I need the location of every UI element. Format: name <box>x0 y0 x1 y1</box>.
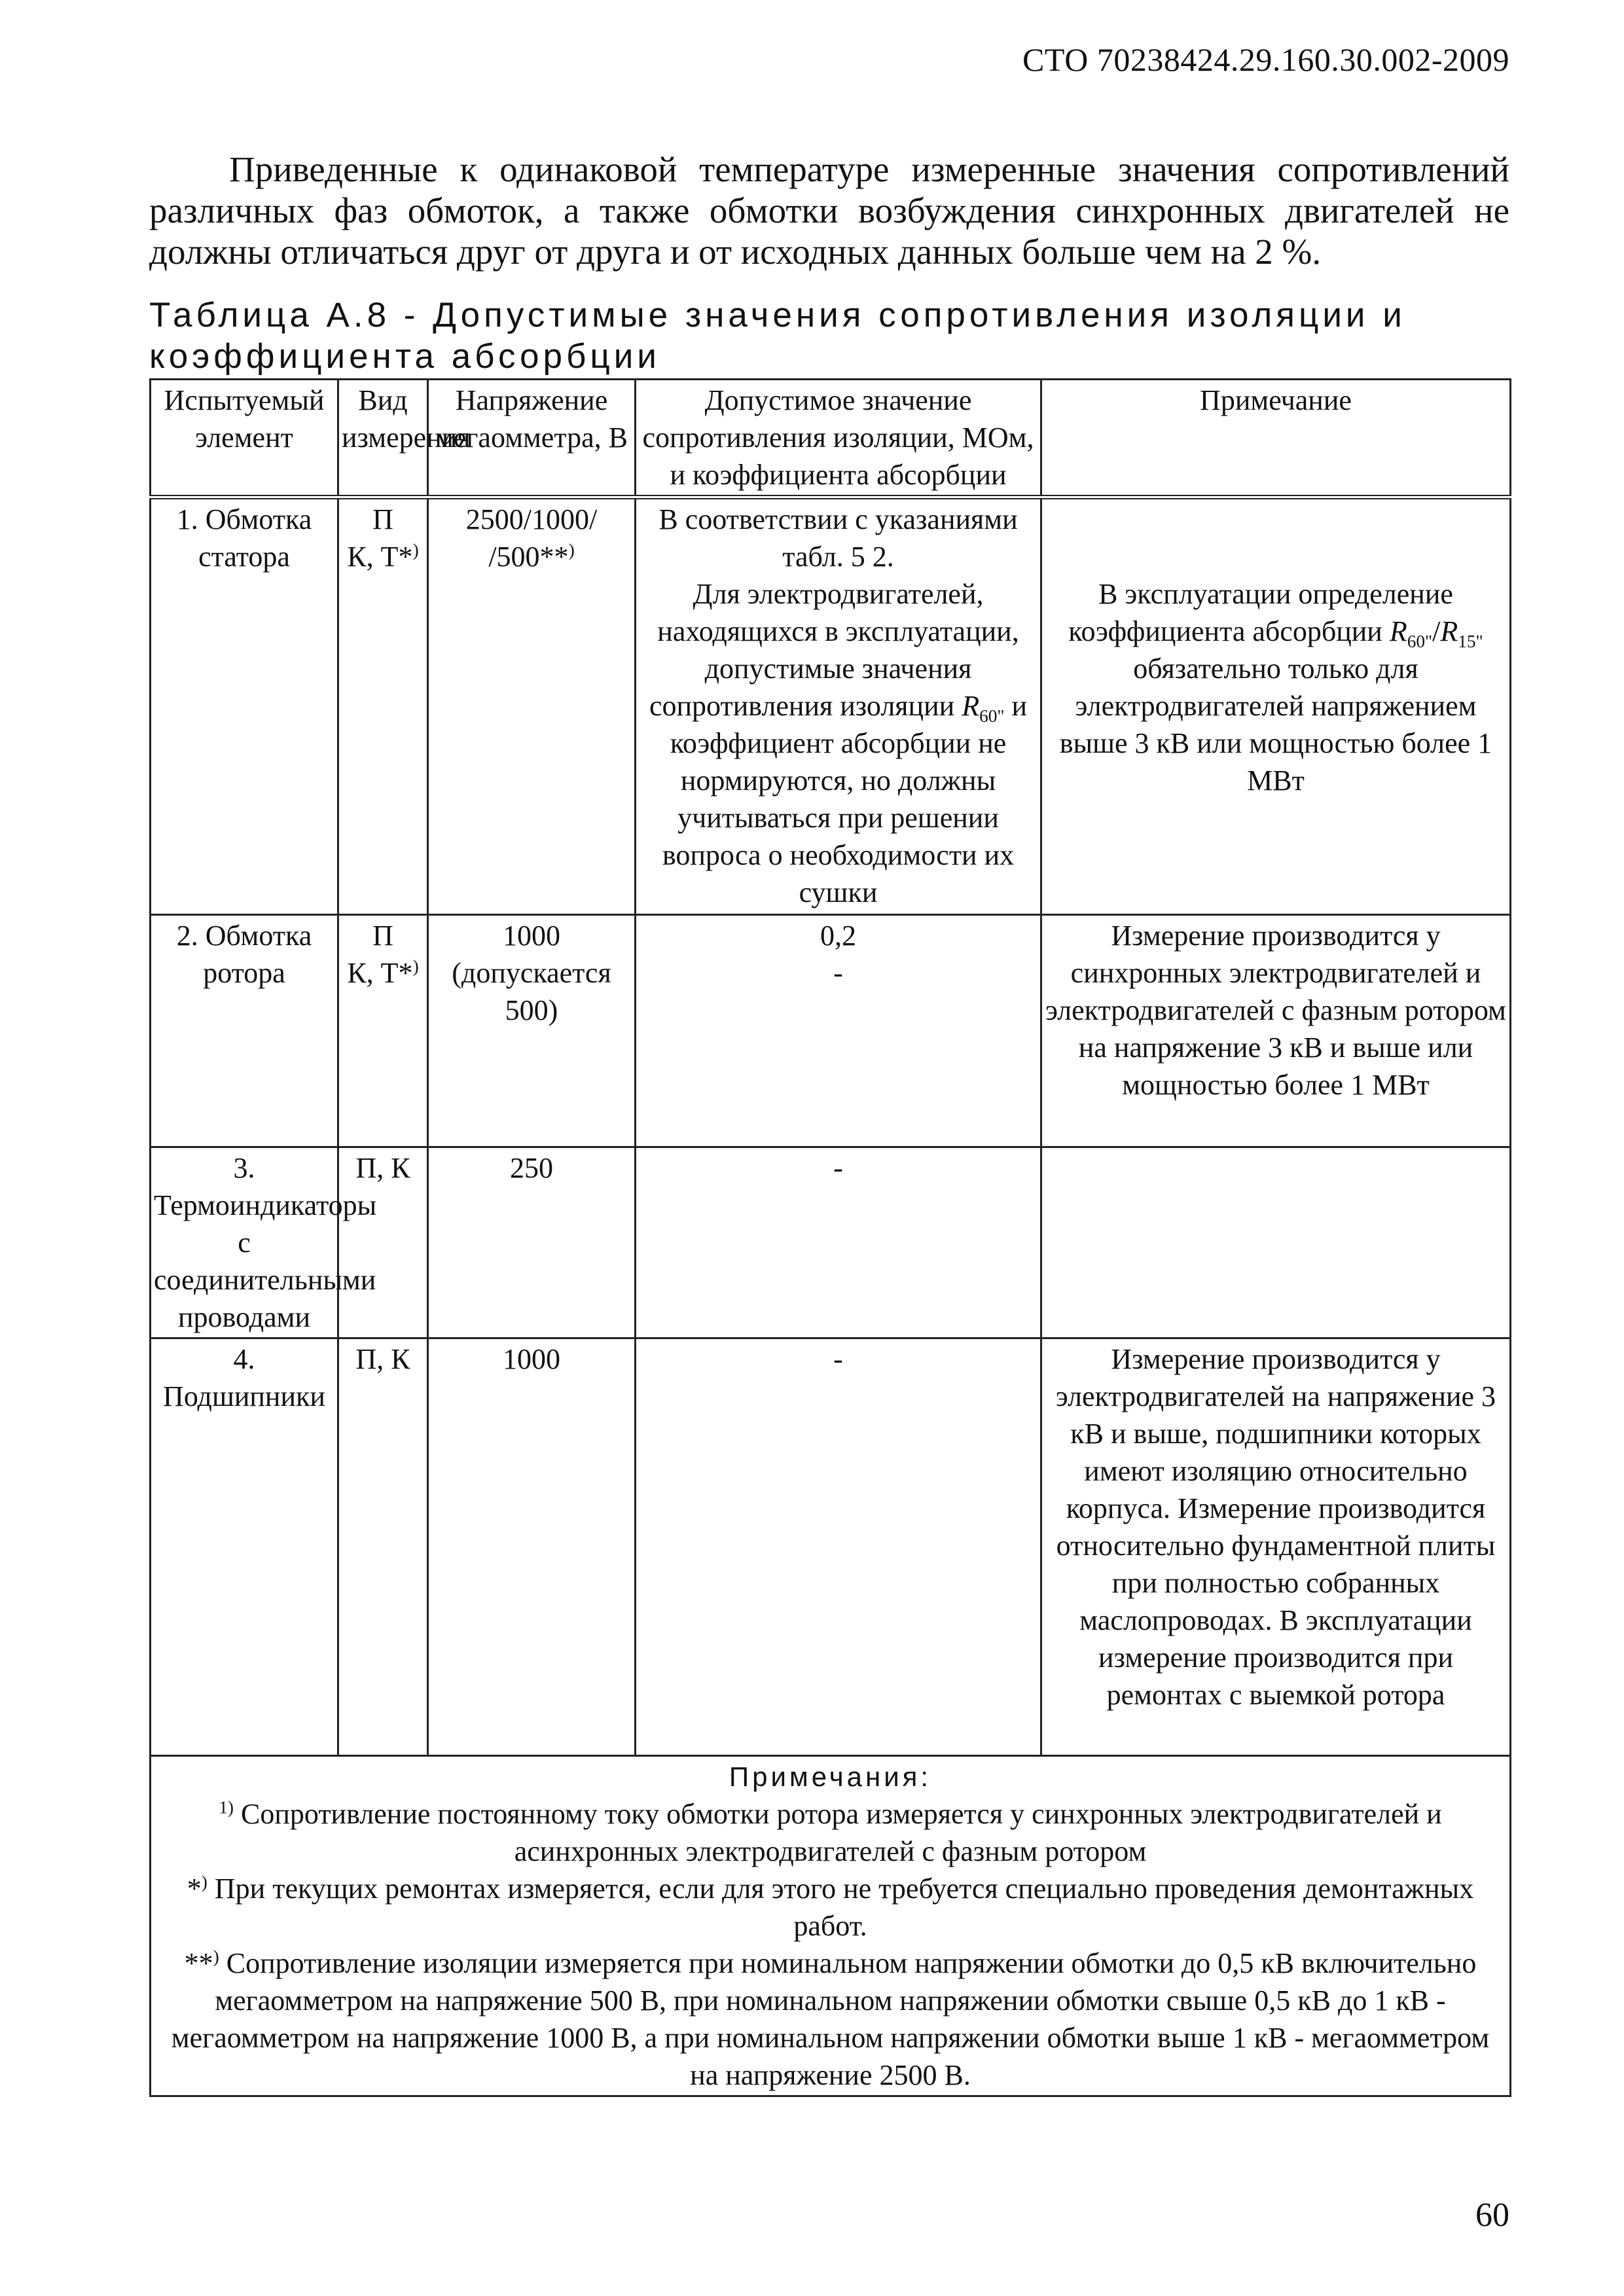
row1-note-slash: / <box>1432 615 1441 647</box>
row2-allowed-2: - <box>833 957 843 989</box>
row2-note: Измерение производится у синхронных электродвигателей и электродвигателей с фазным ротором на напряжение 3 кВ и выше или мощностью более 1 МВт <box>1041 915 1511 1147</box>
row1-type-2-sup: ) <box>412 540 419 560</box>
header-voltage: Напряжение мегаомметра, В <box>428 380 636 497</box>
note-2-text: При текущих ремонтах измеряется, если для этого не требуется специально проведения демонтажных работ. <box>214 1873 1474 1942</box>
table-header-row <box>151 380 1511 497</box>
note-3-sup: ) <box>213 1946 219 1967</box>
note-2-mark: * <box>187 1873 202 1905</box>
resistance-table <box>149 378 1511 2097</box>
row3-voltage: 250 <box>428 1147 636 1338</box>
row1-allowed-r: R <box>962 690 980 722</box>
row1-allowed-2a: Для электродвигателей, находящихся в эксплуатации, допустимые значения сопротивления изоляции <box>649 578 1019 722</box>
row2-allowed-1: 0,2 <box>820 920 856 952</box>
row1-allowed-1: В соответствии с указаниями табл. 5 2. <box>659 503 1018 573</box>
row1-voltage-sup: ) <box>568 540 575 560</box>
row4-note: Измерение производится у электродвигателей на напряжение 3 кВ и выше, подшипники которых имеют изоляцию относительно корпуса. Измерение производится относительно фундаментной плиты при полностью собранных маслопроводах. В эксплуатации измерение производится при ремонтах с выемкой ротора <box>1041 1338 1511 1756</box>
header-note: Примечание <box>1041 380 1511 497</box>
row1-allowed-r-sub: 60" <box>979 706 1005 726</box>
row2-allowed <box>636 915 1041 1147</box>
header-element: Испытуемый элемент <box>151 380 338 497</box>
table-row <box>151 915 1511 1147</box>
row1-type-2-text: К, Т* <box>347 541 413 573</box>
table-notes <box>151 1756 1511 2096</box>
row4-element: 4. Подшипники <box>151 1338 338 1756</box>
row3-element: 3. Термоиндикаторы с соединительными проводами <box>151 1147 338 1338</box>
note-3-mark: ** <box>184 1947 213 1979</box>
document-code: СТО 70238424.29.160.30.002-2009 <box>1022 41 1509 78</box>
row1-type-2 <box>342 538 424 575</box>
row3-type: П, К <box>338 1147 428 1338</box>
row1-voltage-text: 2500/1000/ /500** <box>465 503 598 573</box>
row1-allowed-2 <box>639 575 1038 911</box>
row1-element: 1. Обмотка статора <box>151 497 338 915</box>
row1-note-r2: R <box>1440 615 1458 647</box>
row1-type-1: П <box>372 503 393 535</box>
table-row <box>151 1338 1511 1756</box>
note-3-text: Сопротивление изоляции измеряется при номинальном напряжении обмотки до 0,5 кВ включительно мегаомметром на напряжение 500 В, при номинальном напряжении обмотки свыше 0,5 кВ до 1 кВ - мегаомметром на напряжение 1000 В, а при номинальном напряжении обмотки выше 1 кВ - мегаомметром на напряжение 2500 В. <box>171 1947 1490 2091</box>
header-measurement-type: Вид измерения <box>338 380 428 497</box>
row1-note <box>1041 497 1511 915</box>
row1-note-r2-sub: 15" <box>1458 631 1483 651</box>
table-notes-row <box>151 1756 1511 2096</box>
note-1 <box>154 1795 1507 1870</box>
row4-type: П, К <box>338 1338 428 1756</box>
page-number: 60 <box>1475 2197 1509 2234</box>
row2-type-2 <box>342 954 424 992</box>
intro-text: Приведенные к одинаковой температуре измеренные значения сопротивлений различных фаз обмоток, а также обмотки возбуждения синхронных двигателей не должны отличаться друг от друга и от исходных данных больше чем на 2 %. <box>149 149 1509 272</box>
note-2-sup: ) <box>201 1872 208 1892</box>
table-caption: Таблица А.8 - Допустимые значения сопротивления изоляции и коэффициента абсорбции <box>149 296 1406 376</box>
row1-allowed-2b: и коэффициент абсорбции не нормируются, но должны учитываться при решении вопроса о необходимости их сушки <box>662 690 1028 908</box>
row2-element: 2. Обмотка ротора <box>151 915 338 1147</box>
table-row <box>151 497 1511 915</box>
row2-voltage: 1000 (допускается 500) <box>428 915 636 1147</box>
intro-paragraph <box>149 149 1509 272</box>
row2-type-2-text: К, Т* <box>347 957 413 989</box>
note-1-text: Сопротивление постоянному току обмотки ротора измеряется у синхронных электродвигателей и асинхронных электродвигателей с фазным ротором <box>241 1798 1442 1867</box>
row2-type <box>338 915 428 1147</box>
row4-allowed: - <box>636 1338 1041 1756</box>
header-allowed-value: Допустимое значение сопротивления изоляции, МОм, и коэффициента абсорбции <box>636 380 1041 497</box>
note-1-mark: 1) <box>219 1797 234 1818</box>
row1-note-a: В эксплуатации определение коэффициента абсорбции <box>1068 578 1453 647</box>
note-2 <box>154 1870 1507 1945</box>
table-row <box>151 1147 1511 1338</box>
row1-note-r1: R <box>1389 615 1407 647</box>
row3-allowed: - <box>636 1147 1041 1338</box>
row2-type-1: П <box>372 920 393 952</box>
row3-note <box>1041 1147 1511 1338</box>
notes-title: Примечания: <box>729 1761 932 1792</box>
row1-voltage <box>428 497 636 915</box>
row1-allowed <box>636 497 1041 915</box>
row4-voltage: 1000 <box>428 1338 636 1756</box>
row2-type-2-sup: ) <box>412 956 419 977</box>
row1-note-b: обязательно только для электродвигателей напряжением выше 3 кВ или мощностью более 1 МВт <box>1059 653 1492 797</box>
row1-note-r1-sub: 60" <box>1407 631 1433 651</box>
note-3 <box>154 1945 1507 2094</box>
row1-type <box>338 497 428 915</box>
